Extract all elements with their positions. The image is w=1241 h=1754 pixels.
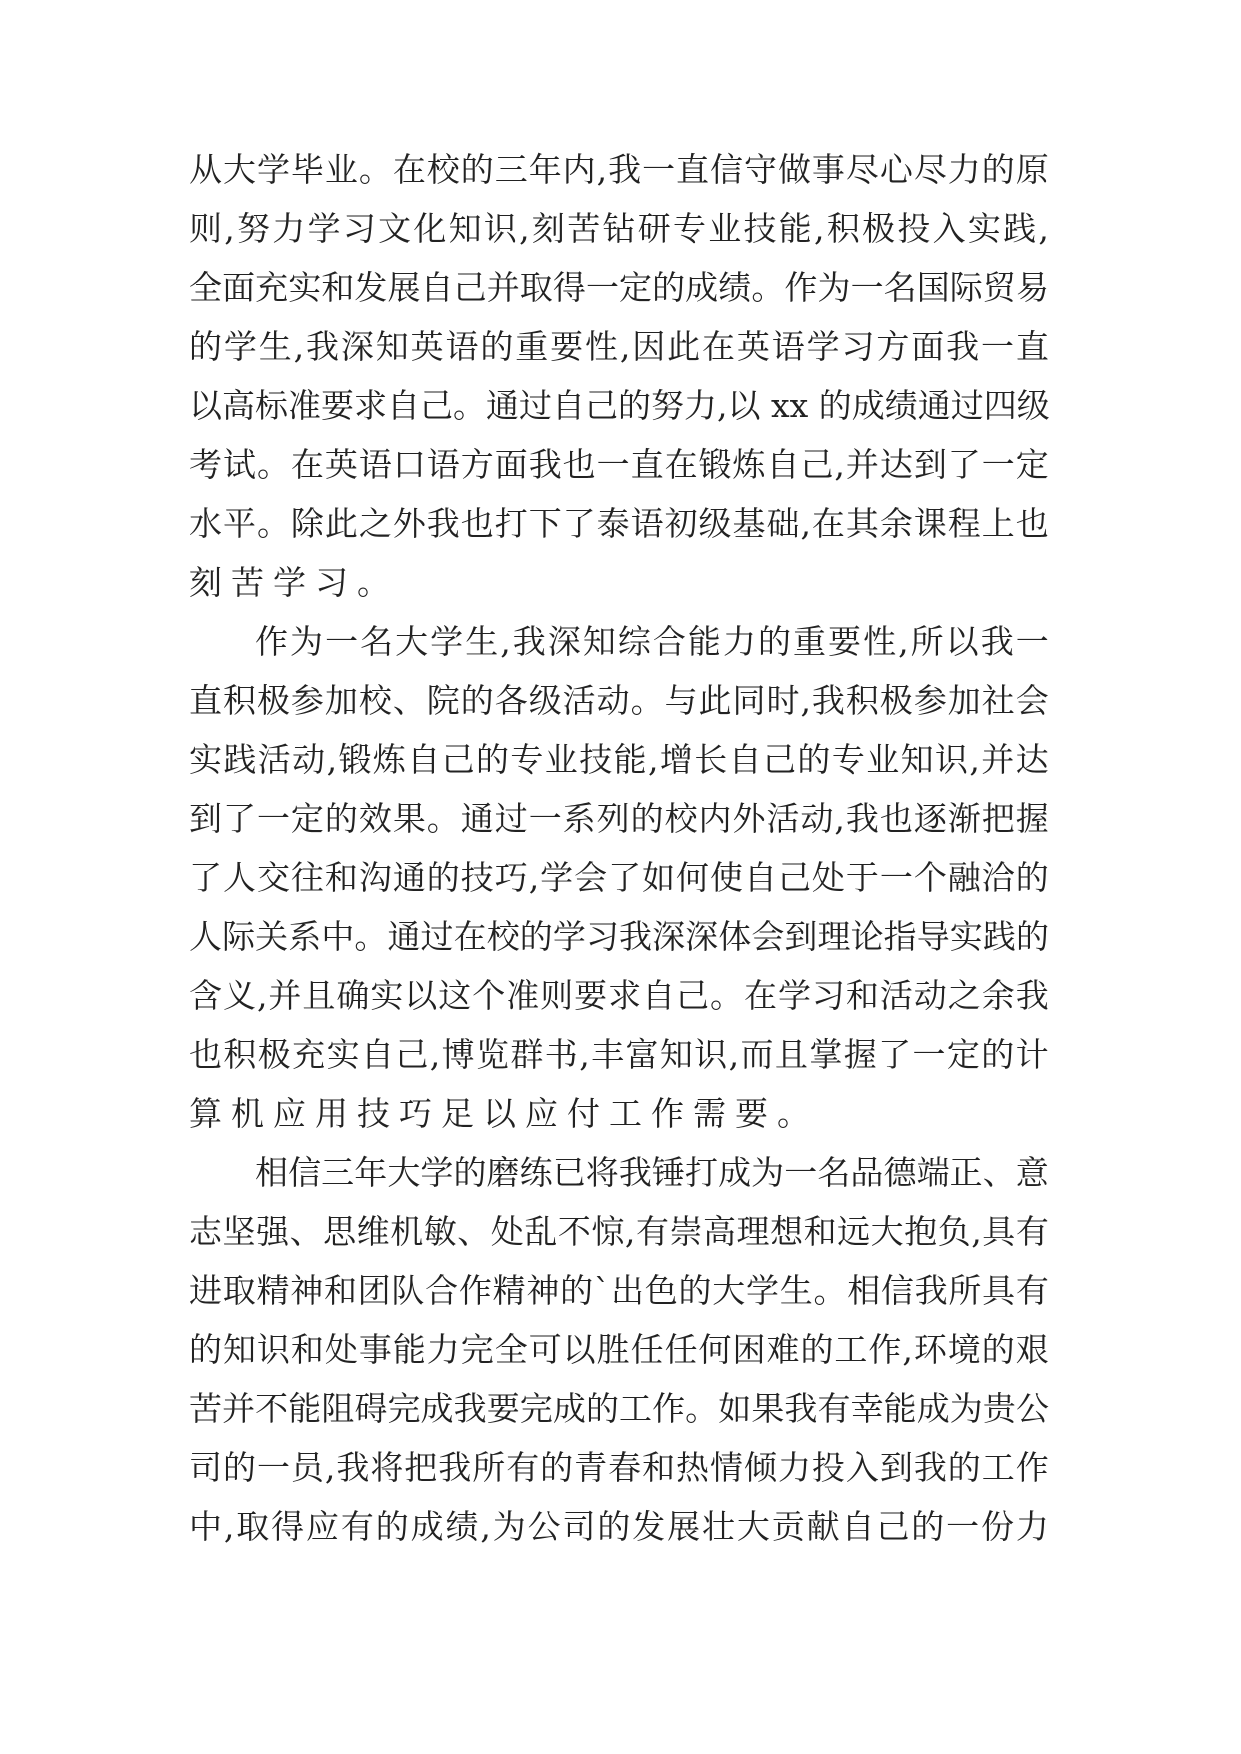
text-line: 全 面 充 实 和 发 展 自 己 并 取 得 一 定 的 成 绩 。 作 为 一 名 国 际 贸 易 bbox=[189, 268, 1049, 307]
text-line: 相 信 三 年 大 学 的 磨 练 已 将 我 锤 打 成 为 一 名 品 德 端 正 、 意 bbox=[255, 1153, 1049, 1192]
text-line: 的 学 生 , 我 深 知 英 语 的 重 要 性 , 因 此 在 英 语 学 习 方 面 我 一 直 bbox=[189, 327, 1049, 366]
text-line: 作 为 一 名 大 学 生 , 我 深 知 综 合 能 力 的 重 要 性 , 所 以 我 一 bbox=[255, 622, 1049, 661]
text-line: 了 人 交 往 和 沟 通 的 技 巧 , 学 会 了 如 何 使 自 己 处 于 一 个 融 洽 的 bbox=[189, 858, 1049, 897]
text-line: 中 , 取 得 应 有 的 成 绩 , 为 公 司 的 发 展 壮 大 贡 献 自 己 的 一 份 力 bbox=[189, 1507, 1049, 1546]
text-line: 考 试 。 在 英 语 口 语 方 面 我 也 一 直 在 锻 炼 自 己 , 并 达 到 了 一 定 bbox=[189, 445, 1049, 484]
text-line: 司 的 一 员 , 我 将 把 我 所 有 的 青 春 和 热 情 倾 力 投 入 到 我 的 工 作 bbox=[189, 1448, 1049, 1487]
text-line: 的 知 识 和 处 事 能 力 完 全 可 以 胜 任 任 何 困 难 的 工 作 , 环 境 的 艰 bbox=[189, 1330, 1049, 1369]
text-line: 算机应用技巧足以应付工作需要。 bbox=[189, 1094, 819, 1133]
text-line: 也 积 极 充 实 自 己 , 博 览 群 书 , 丰 富 知 识 , 而 且 掌 握 了 一 定 的 计 bbox=[189, 1035, 1049, 1074]
text-line: 苦 并 不 能 阻 碍 完 成 我 要 完 成 的 工 作 。 如 果 我 有 幸 能 成 为 贵 公 bbox=[189, 1389, 1049, 1428]
text-line: 刻苦学习。 bbox=[189, 563, 399, 602]
text-line: 到 了 一 定 的 效 果 。 通 过 一 系 列 的 校 内 外 活 动 , 我 也 逐 渐 把 握 bbox=[189, 799, 1049, 838]
text-line: 则 , 努 力 学 习 文 化 知 识 , 刻 苦 钻 研 专 业 技 能 , 积 极 投 入 实 践 , bbox=[189, 209, 1049, 248]
text-line: 进 取 精 神 和 团 队 合 作 精 神 的 ` 出 色 的 大 学 生 。 相 信 我 所 具 有 bbox=[189, 1271, 1049, 1310]
text-line: 志 坚 强 、 思 维 机 敏 、 处 乱 不 惊 , 有 崇 高 理 想 和 远 大 抱 负 , 具 有 bbox=[189, 1212, 1049, 1251]
text-line: 从 大 学 毕 业 。 在 校 的 三 年 内 , 我 一 直 信 守 做 事 尽 心 尽 力 的 原 bbox=[189, 150, 1049, 189]
text-line: 实 践 活 动 , 锻 炼 自 己 的 专 业 技 能 , 增 长 自 己 的 专 业 知 识 , 并 达 bbox=[189, 740, 1049, 779]
text-line: 以 高 标 准 要 求 自 己 。 通 过 自 己 的 努 力 , 以 x x 的 成 绩 通 过 四 级 bbox=[189, 386, 1050, 425]
document-body bbox=[189, 140, 1049, 1556]
text-line: 含 义 , 并 且 确 实 以 这 个 准 则 要 求 自 己 。 在 学 习 和 活 动 之 余 我 bbox=[189, 976, 1049, 1015]
text-line: 人 际 关 系 中 。 通 过 在 校 的 学 习 我 深 深 体 会 到 理 论 指 导 实 践 的 bbox=[189, 917, 1049, 956]
text-line: 直 积 极 参 加 校 、 院 的 各 级 活 动 。 与 此 同 时 , 我 积 极 参 加 社 会 bbox=[189, 681, 1049, 720]
text-line: 水 平 。 除 此 之 外 我 也 打 下 了 泰 语 初 级 基 础 , 在 其 余 课 程 上 也 bbox=[189, 504, 1049, 543]
